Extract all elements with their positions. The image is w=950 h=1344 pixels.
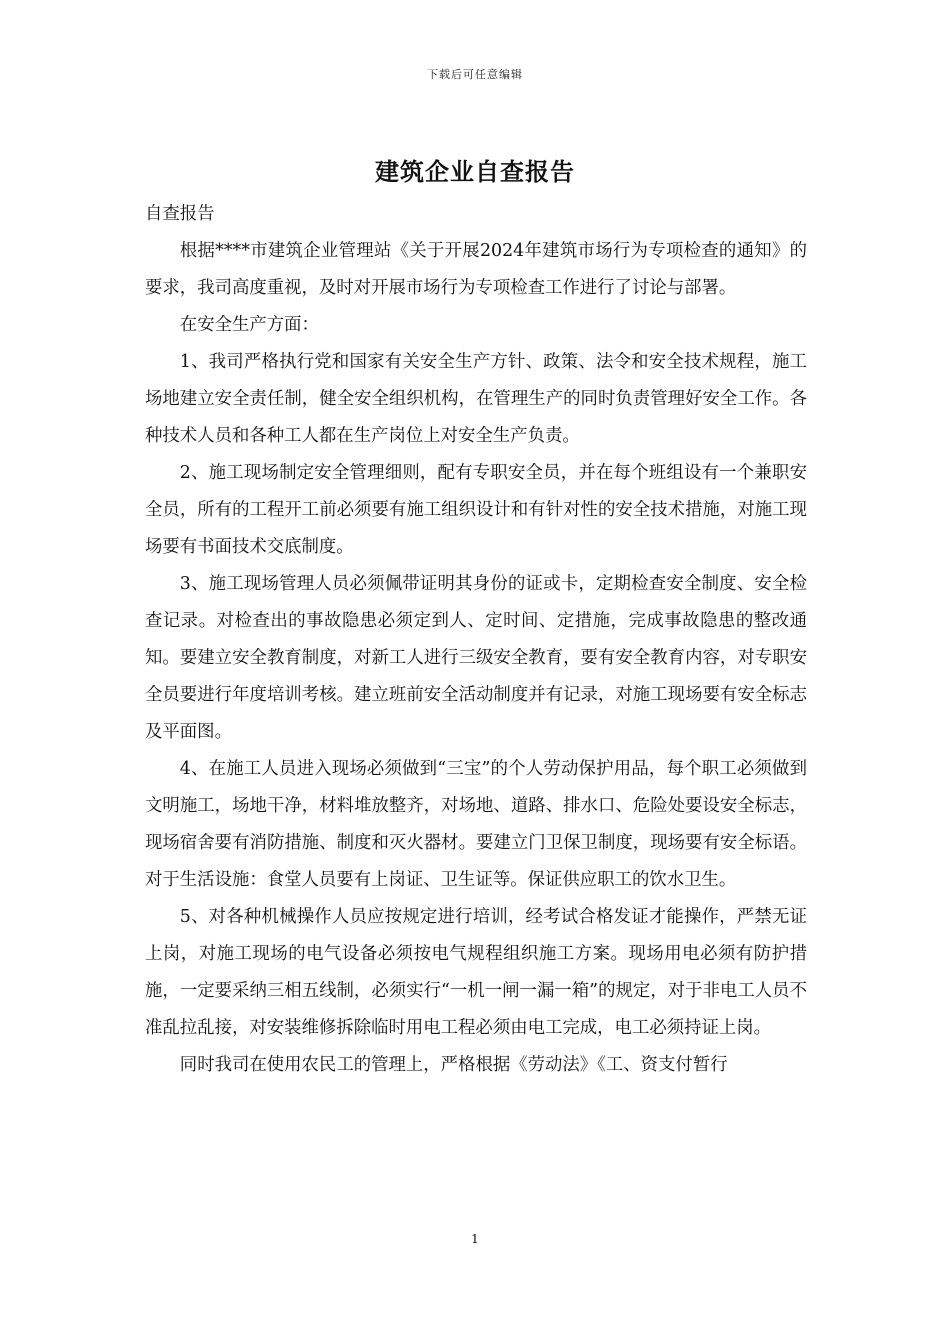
- page-number: 1: [471, 1232, 479, 1246]
- paragraph-item-4: 4、在施工人员进入现场必须做到“三宝”的个人劳动保护用品，每个职工必须做到文明施工，场地干净，材料堆放整齐，对场地、道路、排水口、危险处要设安全标志，现场宿舍要有消防措施、制度和灭火器材。要建立门卫保卫制度，现场要有安全标语。对于生活设施：食堂人员要有上岗证、卫生证等。保证供应职工的饮水卫生。: [145, 759, 807, 890]
- paragraph-item-5: 5、对各种机械操作人员应按规定进行培训，经考试合格发证才能操作，严禁无证上岗，对施工现场的电气设备必须按电气规程组织施工方案。现场用电必须有防护措施，一定要采纳三相五线制，必须实行“一机一闸一漏一箱”的规定，对于非电工人员不准乱拉乱接，对安装维修拆除临时用电工程必须由电工完成，电工必须持证上岗。: [145, 907, 807, 1038]
- paragraph-intro: 根据****市建筑企业管理站《关于开展2024年建筑市场行为专项检查的通知》的要求，我司高度重视，及时对开展市场行为专项检查工作进行了讨论与部署。: [145, 241, 807, 298]
- paragraph-item-1: 1、我司严格执行党和国家有关安全生产方针、政策、法令和安全技术规程，施工场地建立安全责任制，健全安全组织机构，在管理生产的同时负责管理好安全工作。各种技术人员和各种工人都在生产岗位上对安全生产负责。: [145, 352, 807, 446]
- paragraph-item-2: 2、施工现场制定安全管理细则，配有专职安全员，并在每个班组设有一个兼职安全员，所有的工程开工前必须要有施工组织设计和有针对性的安全技术措施，对施工现场要有书面技术交底制度。: [145, 463, 807, 557]
- paragraph-item-3: 3、施工现场管理人员必须佩带证明其身份的证或卡，定期检查安全制度、安全检查记录。对检查出的事故隐患必须定到人、定时间、定措施，完成事故隐患的整改通知。要建立安全教育制度，对新工人进行三级安全教育，要有安全教育内容，对专职安全员要进行年度培训考核。建立班前安全活动制度并有记录，对施工现场要有安全标志及平面图。: [145, 574, 807, 742]
- document-title: 建筑企业自查报告: [375, 157, 575, 186]
- header-note: 下载后可任意编辑: [427, 68, 523, 81]
- document-body: [145, 196, 807, 1084]
- section-heading-safety: 在安全生产方面：: [179, 315, 319, 335]
- paragraph-migrant-workers: 同时我司在使用农民工的管理上，严格根据《劳动法》《工、资支付暂行: [179, 1055, 728, 1075]
- section-heading-self-report: 自查报告: [145, 204, 215, 224]
